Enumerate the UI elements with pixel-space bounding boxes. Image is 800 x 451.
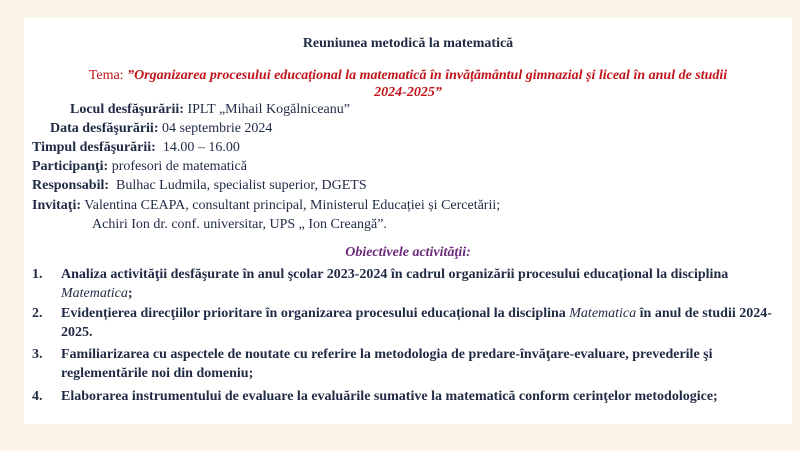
timpul-label: Timpul desfăşurării: bbox=[32, 140, 156, 155]
objective-item bbox=[32, 304, 782, 342]
invitati-line-2 bbox=[92, 217, 387, 233]
responsabil-value: Bulhac Ludmila, specialist superior, DGETS bbox=[109, 178, 367, 193]
objective-number: 4. bbox=[32, 389, 43, 404]
data-line bbox=[50, 121, 272, 137]
objective-text: Evidențierea direcţiilor prioritare în organizarea procesului educațional la disciplina Matematica în anul de studii 2024-2025. bbox=[61, 306, 772, 340]
invitati-value-2: Achiri Ion dr. conf. universitar, UPS „ Ion Creangă”. bbox=[92, 217, 387, 232]
objective-text: Elaborarea instrumentului de evaluare la evaluările sumative la matematică conform cerinţelor metodologice; bbox=[61, 389, 718, 404]
objective-text: Familiarizarea cu aspectele de noutate cu referire la metodologia de predare-învăţare-evaluare, prevederile şi reglementările noi din domeniu; bbox=[61, 347, 713, 381]
invitati-line bbox=[32, 198, 500, 214]
data-value: 04 septembrie 2024 bbox=[158, 121, 273, 136]
invitati-value-1: Valentina CEAPA, consultant principal, Ministerul Educației și Cercetării; bbox=[81, 198, 501, 213]
locul-label: Locul desfăşurării: bbox=[70, 102, 184, 117]
objective-item bbox=[32, 265, 782, 303]
timpul-line bbox=[32, 140, 240, 156]
locul-line bbox=[70, 102, 350, 118]
document-page bbox=[24, 18, 792, 424]
responsabil-label: Responsabil: bbox=[32, 178, 110, 193]
tema-block bbox=[84, 67, 732, 101]
participanti-line bbox=[32, 159, 247, 175]
invitati-label: Invitaţi: bbox=[32, 198, 81, 213]
objective-text: Analiza activităţii desfăşurate în anul şcolar 2023-2024 în cadrul organizării procesului educațional la disciplina Matematica; bbox=[61, 267, 729, 301]
objective-number: 2. bbox=[32, 306, 43, 321]
tema-label: Tema: bbox=[88, 68, 128, 83]
participanti-value: profesori de matematică bbox=[108, 159, 247, 174]
objective-number: 3. bbox=[32, 347, 43, 362]
tema-text: ”Organizarea procesului educațional la matematică în învățământul gimnazial și liceal în anul de studii 2024-2025” bbox=[127, 68, 728, 100]
objective-item bbox=[32, 345, 782, 383]
locul-value: IPLT „Mihail Kogălniceanu” bbox=[183, 102, 350, 117]
objective-item bbox=[32, 387, 782, 406]
responsabil-line bbox=[32, 178, 367, 194]
data-label: Data desfăşurării: bbox=[50, 121, 159, 136]
participanti-label: Participanţi: bbox=[32, 159, 109, 174]
objectives-title: Obiectivele activităţii: bbox=[345, 245, 471, 260]
timpul-value: 14.00 – 16.00 bbox=[155, 140, 240, 155]
objective-number: 1. bbox=[32, 267, 43, 282]
document-title: Reuniunea metodică la matematică bbox=[302, 36, 514, 51]
